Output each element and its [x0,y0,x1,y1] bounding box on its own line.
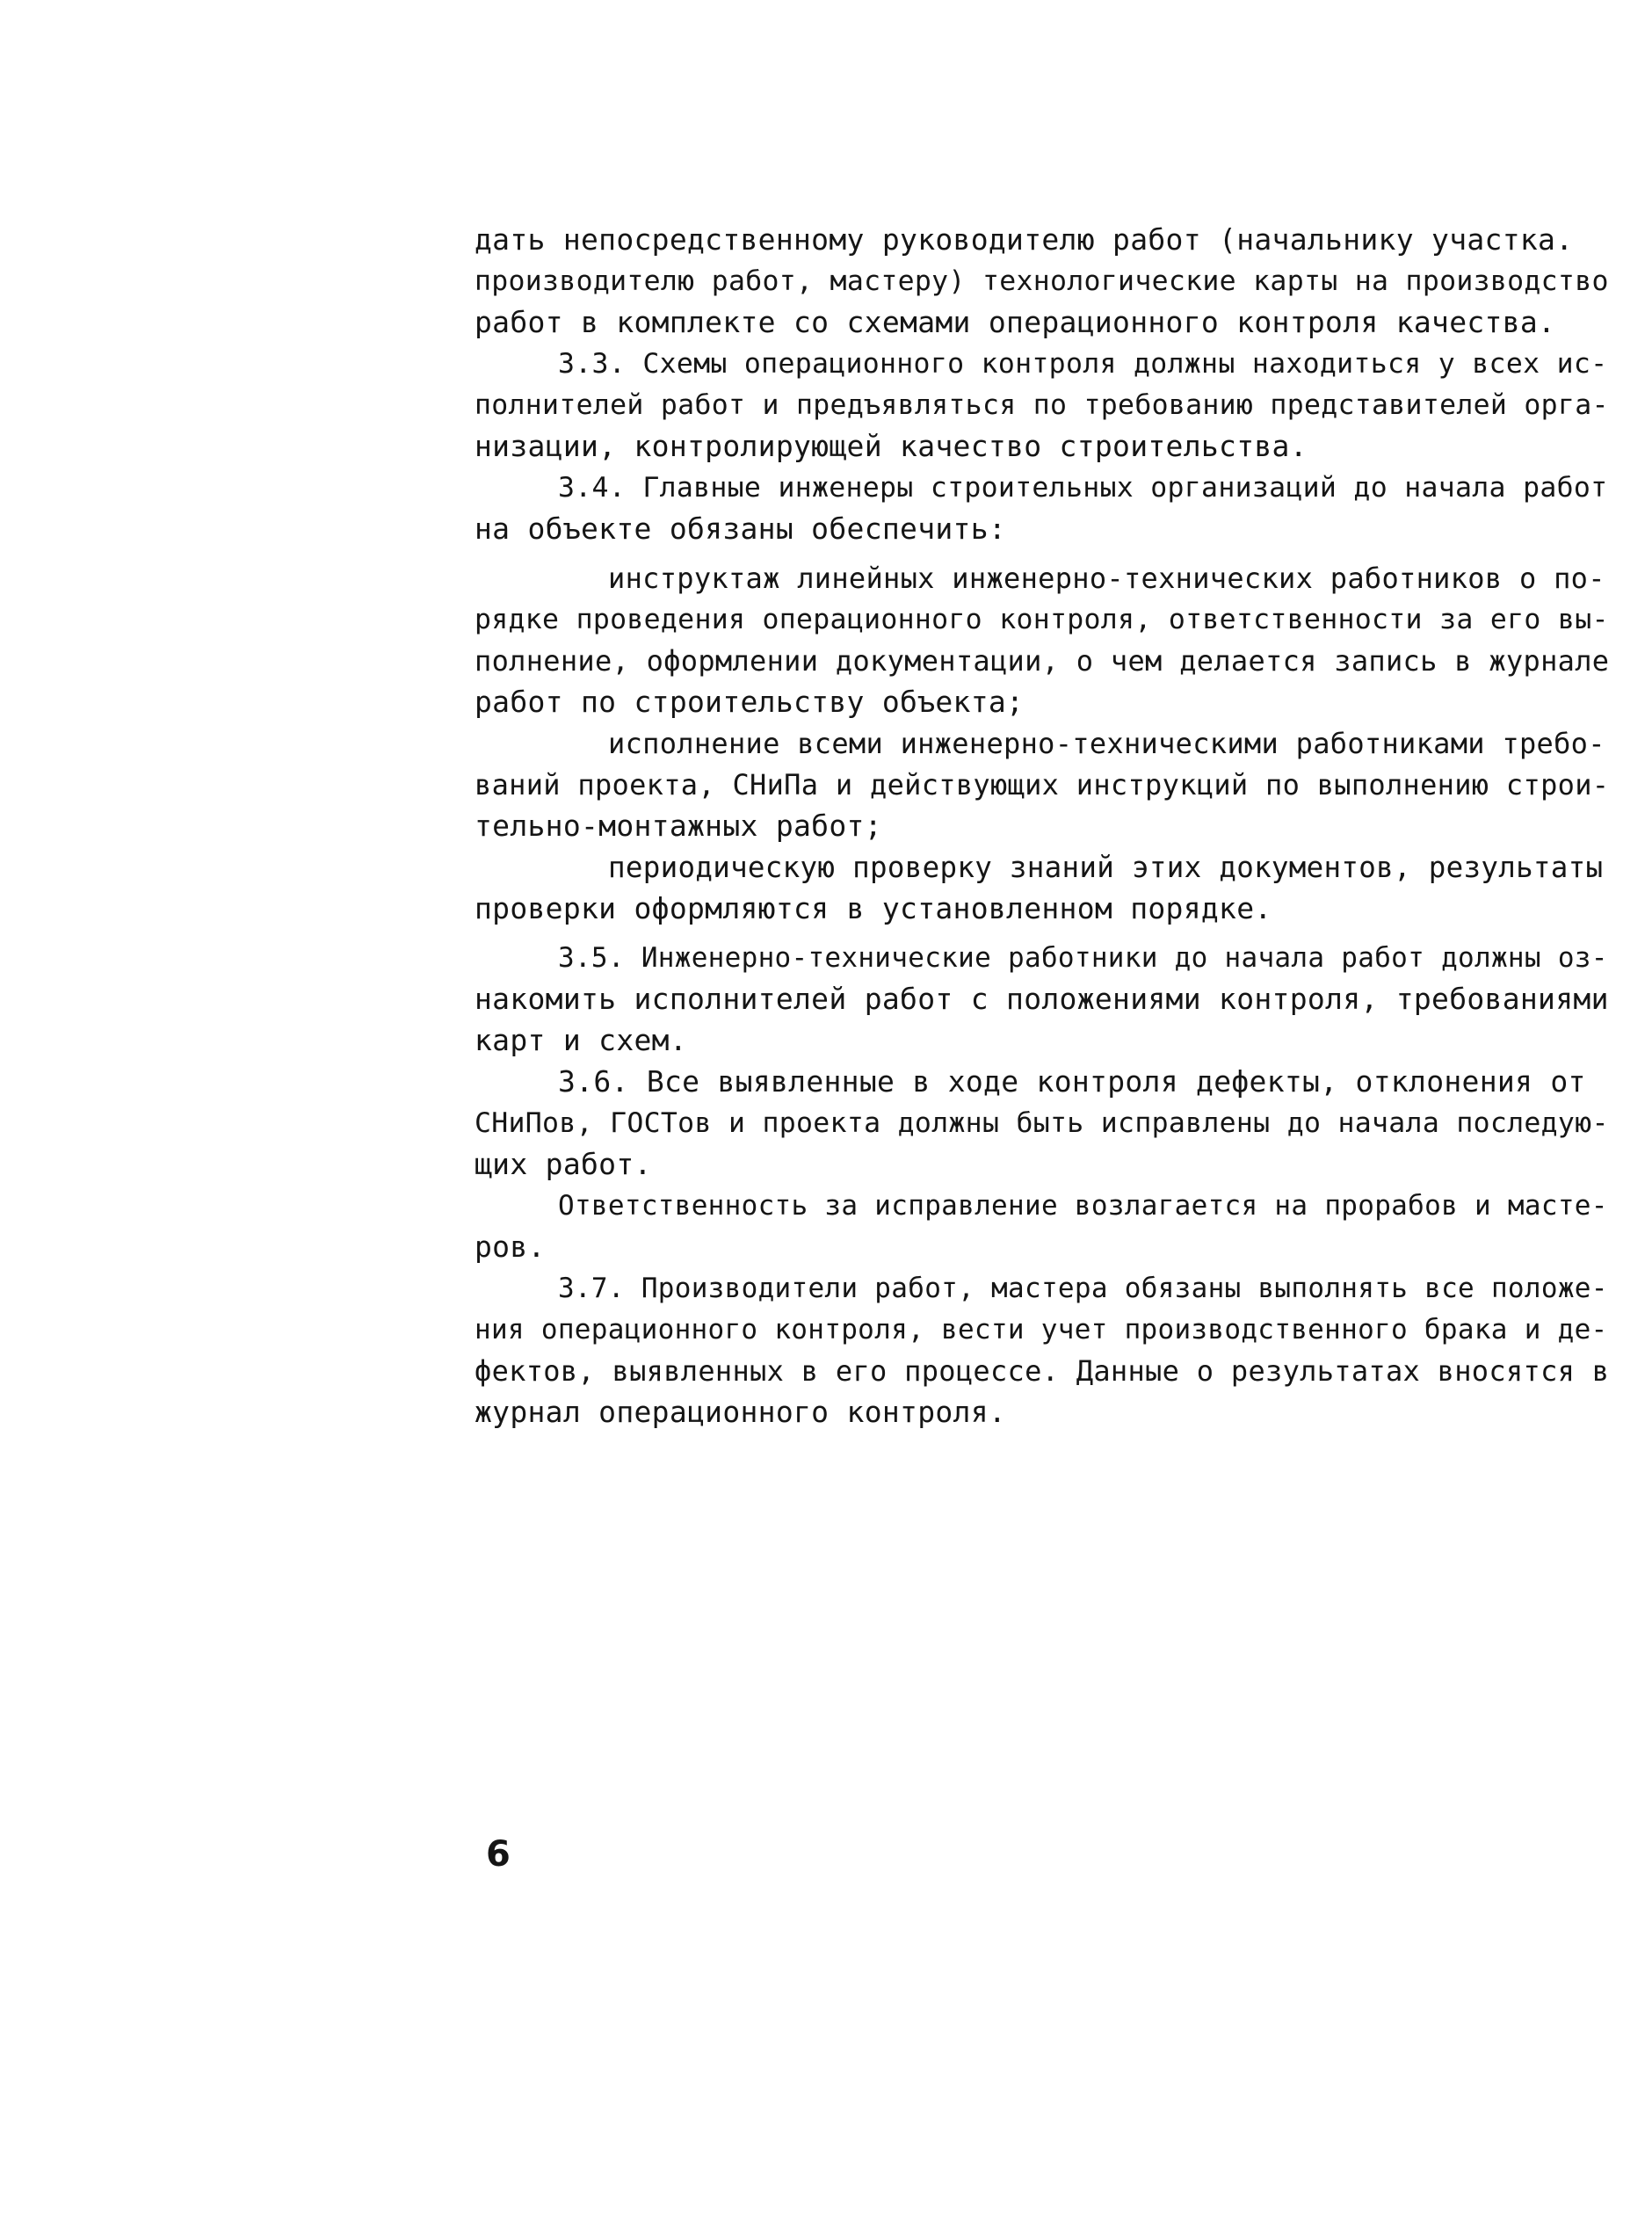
text-line: производителю работ, мастеру) технологические карты на производство [475,265,1609,297]
text-line: тельно-монтажных работ; [475,809,882,843]
text-line: дать непосредственному руководителю работ (начальнику участка. [475,222,1574,257]
text-line: полнение, оформлении документации, о чем делается запись в журнале [475,644,1610,678]
text-line: проверки оформляются в установленном порядке. [475,891,1272,925]
text-line: ния операционного контроля, вести учет производственного брака и де- [475,1314,1608,1346]
text-line: фектов, выявленных в его процессе. Данные о результатах вносятся в [475,1354,1610,1388]
text-line: Ответственность за исправление возлагается на прорабов и масте- [558,1190,1608,1222]
text-line: работ по строительству объекта; [475,685,1025,719]
text-line: низации, контролирующей качество строительства. [475,429,1308,463]
text-line: исполнение всеми инженерно-техническими работниками требо- [608,727,1605,760]
page-number: 6 [486,1834,511,1875]
text-line: 3.7. Производители работ, мастера обязаны выполнять все положе- [558,1273,1608,1304]
text-line: накомить исполнителей работ с положениями контроля, требованиями [475,982,1609,1016]
text-line: 3.4. Главные инженеры строительных организаций до начала работ [558,472,1608,504]
text-line: ваний проекта, СНиПа и действующих инструкций по выполнению строи- [475,768,1610,802]
text-line: 3.5. Инженерно-технические работники до начала работ должны оз- [558,942,1608,974]
text-line: карт и схем. [475,1023,688,1057]
text-line: полнителей работ и предъявляться по требованию представителей орга- [475,389,1609,421]
text-line: журнал операционного контроля. [475,1395,1007,1429]
text-line: ров. [475,1230,546,1264]
text-line: периодическую проверку знаний этих документов, результаты [608,851,1604,884]
text-line: на объекте обязаны обеспечить: [475,511,1007,546]
text-line: инструктаж линейных инженерно-технических работников о по- [608,562,1605,595]
text-line: рядке проведения операционного контроля, ответственности за его вы- [475,604,1609,635]
text-line: 3.3. Схемы операционного контроля должны находиться у всех ис- [558,348,1608,380]
text-line: работ в комплекте со схемами операционного контроля качества. [475,305,1556,339]
text-line: 3.6. Все выявленные в ходе контроля дефекты, отклонения от [558,1064,1586,1099]
text-line: СНиПов, ГОСТов и проекта должны быть исправлены до начала последую- [475,1107,1609,1139]
text-line: щих работ. [475,1147,652,1181]
